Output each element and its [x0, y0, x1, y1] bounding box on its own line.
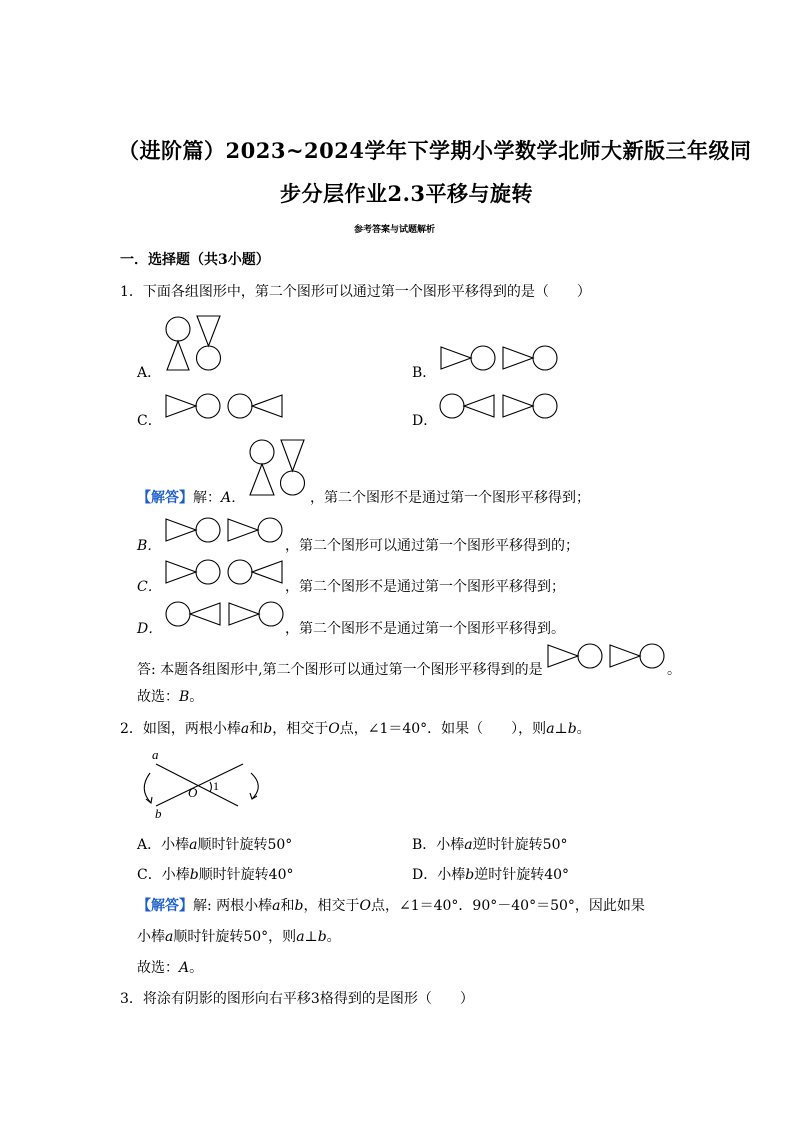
q2-figure-label-1: 1	[213, 779, 219, 793]
q1-choice-value: B	[179, 689, 190, 705]
q2-choice	[137, 957, 203, 977]
q2-choice-post: 。	[189, 960, 204, 976]
q1-option-d-label: D．	[412, 413, 438, 429]
q2-solution-l1-mid: ，相交于	[303, 898, 360, 914]
q2-figure-label-b: b	[155, 806, 162, 821]
section-heading: 一．选择题（共3小题）	[120, 252, 270, 268]
q2-solution-l1-var-b: b	[294, 898, 304, 914]
q2-figure-label-a: a	[152, 747, 159, 762]
q2-figure-label-o: O	[188, 785, 198, 800]
q2-solution-l2-end: 。	[326, 929, 341, 945]
q2-solution-line2	[137, 926, 341, 946]
q1-answer-pre: 答: 本题各组图形中,第二个图形可以通过第一个图形平移得到的是	[137, 662, 543, 678]
q1-choice-post: 。	[189, 689, 204, 705]
q2-solution-l1-post: 点，∠1＝40°．90°－40°＝50°，因此如果	[370, 898, 645, 914]
q2-choice-value: A	[179, 960, 190, 976]
q1-solution-b-text: ，第二个图形可以通过第一个图形平移得到的；	[285, 538, 579, 554]
q2-stem-mid: ，相交于	[272, 721, 329, 737]
q1-solution-d-label: D．	[137, 621, 163, 637]
q2-option-a	[137, 834, 292, 854]
q3-stem: 3．将涂有阴影的图形向右平移3格得到的是图形（ ）	[120, 991, 474, 1007]
q2-stem	[120, 718, 591, 738]
q1-option-c-label: C．	[137, 413, 162, 429]
q1-solution-d-text: ，第二个图形不是通过第一个图形平移得到。	[285, 621, 565, 637]
q2-option-d	[412, 864, 569, 884]
q2-solution-l1-pre: 解: 两根小棒	[193, 898, 273, 914]
q2-option-b-post: 逆时针旋转50°	[472, 837, 568, 853]
q2-option-a-post: 顺时针旋转50°	[197, 837, 293, 853]
q2-option-c	[137, 864, 294, 884]
q2-solution-tag: 【解答】	[137, 898, 193, 914]
q2-stem-perp: a⊥b	[546, 721, 577, 737]
q2-option-c-post: 顺时针旋转40°	[198, 867, 294, 883]
q2-solution-line1	[137, 895, 645, 915]
q2-option-b	[412, 834, 567, 854]
q1-solution-a-text: ，第二个图形不是通过第一个图形平移得到；	[310, 490, 590, 506]
q2-option-b-pre: B．小棒	[412, 837, 465, 853]
q1-choice	[137, 686, 203, 706]
q1-choice-pre: 故选：	[137, 689, 179, 705]
q2-option-d-post: 逆时针旋转40°	[474, 867, 570, 883]
q1-option-a-label: A．	[137, 365, 162, 381]
q1-stem: 1．下面各组图形中，第二个图形可以通过第一个图形平移得到的是（ ）	[120, 284, 591, 300]
q2-stem-post: 点，∠1＝40°．如果（ ），则	[339, 721, 547, 737]
q2-option-a-var: a	[189, 837, 198, 853]
q2-solution-l2-pre: 小棒	[137, 929, 165, 945]
q2-solution-l2-var: a	[165, 929, 174, 945]
q2-option-c-var: b	[189, 867, 199, 883]
q2-option-b-var: a	[464, 837, 473, 853]
q2-var-o: O	[328, 721, 340, 737]
solution-tag: 【解答】	[137, 490, 193, 506]
solution-lead: 解：	[193, 490, 221, 506]
page-subtitle: 参考答案与试题解析	[354, 225, 436, 235]
q2-option-c-pre: C．小棒	[137, 867, 190, 883]
q2-solution-l1-var-o: O	[359, 898, 371, 914]
q1-solution-c-label: C．	[137, 579, 162, 595]
q2-stem-end: 。	[576, 721, 591, 737]
q2-solution-l1-var-a: a	[272, 898, 281, 914]
q2-choice-pre: 故选：	[137, 960, 179, 976]
q2-solution-l2-mid: 顺时针旋转50°，则	[173, 929, 297, 945]
page-title-line1: （进阶篇）2023~2024学年下学期小学数学北师大新版三年级同	[118, 138, 752, 163]
q2-option-d-pre: D．小棒	[412, 867, 466, 883]
q1-solution-line-a	[137, 487, 245, 507]
q2-stem-pre: 2．如图，两根小棒	[120, 721, 241, 737]
solution-a-label: A．	[221, 490, 246, 506]
q1-solution-b-label: B．	[137, 538, 162, 554]
q2-option-d-var: b	[465, 867, 475, 883]
page-title-line2: 步分层作业2.3平移与旋转	[280, 181, 534, 206]
q2-solution-l2-perp: a⊥b	[296, 929, 327, 945]
q1-solution-c-text: ，第二个图形不是通过第一个图形平移得到；	[285, 579, 565, 595]
q2-option-a-pre: A．小棒	[137, 837, 190, 853]
q2-var-a: a	[240, 721, 250, 737]
q2-stem-and: 和	[249, 721, 264, 737]
q2-var-b: b	[263, 721, 273, 737]
q1-option-b-label: B．	[412, 365, 437, 381]
q1-answer-post: 。	[667, 662, 681, 678]
q2-solution-l1-and: 和	[280, 898, 295, 914]
